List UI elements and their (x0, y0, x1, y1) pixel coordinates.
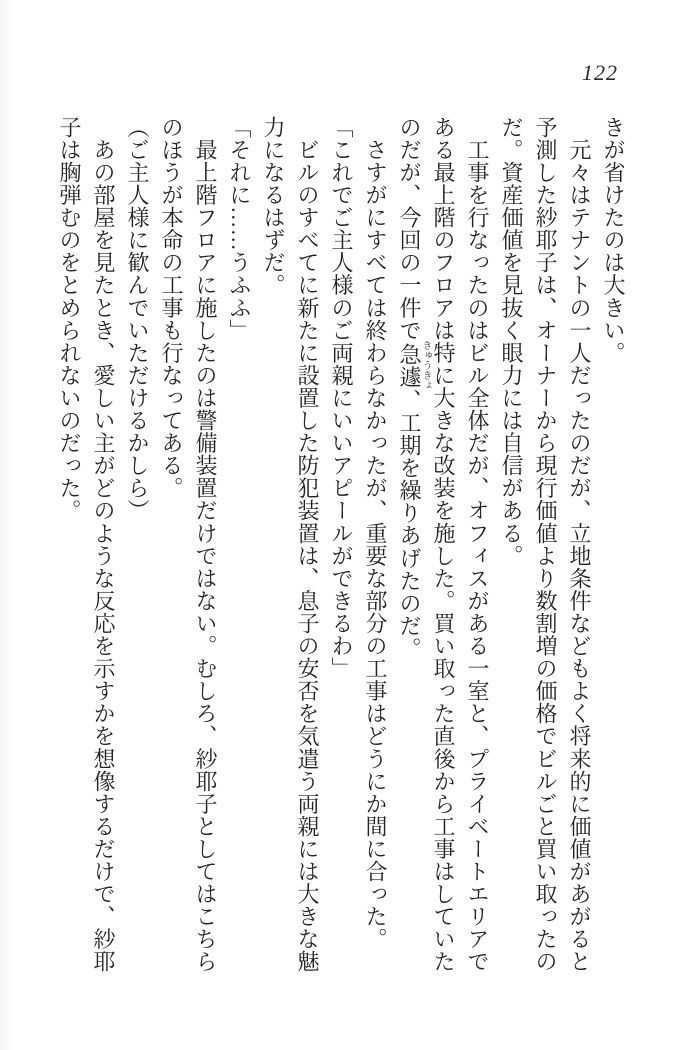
paragraph: 元々はテナントの一人だったのだが、立地条件などもよく将来的に価値があがると予測した紗耶子は、オーナーから現行価値より数割増の価格でビルごと買い取ったのだ。資産価値を見抜く眼力には自信がある。 (499, 116, 592, 973)
paragraph: あの部屋を見たとき、愛しい主がどのような反応を示すかを想像するだけで、紗耶子は胸弾むのをとめられないのだった。 (57, 116, 116, 973)
paragraph-thought: （ご主人様に歓んでいただけるかしら） (125, 116, 150, 522)
paragraph: さすがにすべては終わらなかったが、重要な部分の工事はどうにか間に合った。 (363, 116, 388, 951)
page-text-block (48, 116, 630, 974)
ruby-base: 急遽 (397, 340, 422, 391)
paragraph: ビルのすべてに新たに設置した防犯装置は、息子の安否を気遣う両親には大きな魅力になるはずだ。 (261, 116, 320, 973)
paragraph-text: 、工期を繰りあげたのだ。 (397, 389, 422, 660)
paragraph-text: 工事を行なったのはビル全体だが、オフィスがある一室と、プライベートエリアである最上階のフロアは特に大きな改装を施した。買い取った直後から工事はしていたのだが、今回の一件で (397, 116, 490, 973)
paragraph: 最上階フロアに施したのは警備装置だけではない。むしろ、紗耶子としてはこちらのほうが本命の工事も行なってある。 (159, 116, 218, 973)
paragraph-dialogue: 「それに……うふふ」 (227, 116, 252, 342)
paragraph: きが省けたのは大きい。 (601, 116, 626, 365)
ruby-annotation (397, 340, 431, 391)
paragraph-dialogue: 「これでご主人様のご両親にいいアピールができるわ」 (329, 116, 354, 680)
page-number: 122 (582, 60, 618, 85)
paragraph-with-ruby (392, 116, 494, 974)
ruby-furigana: きゅうきょ (420, 340, 431, 391)
